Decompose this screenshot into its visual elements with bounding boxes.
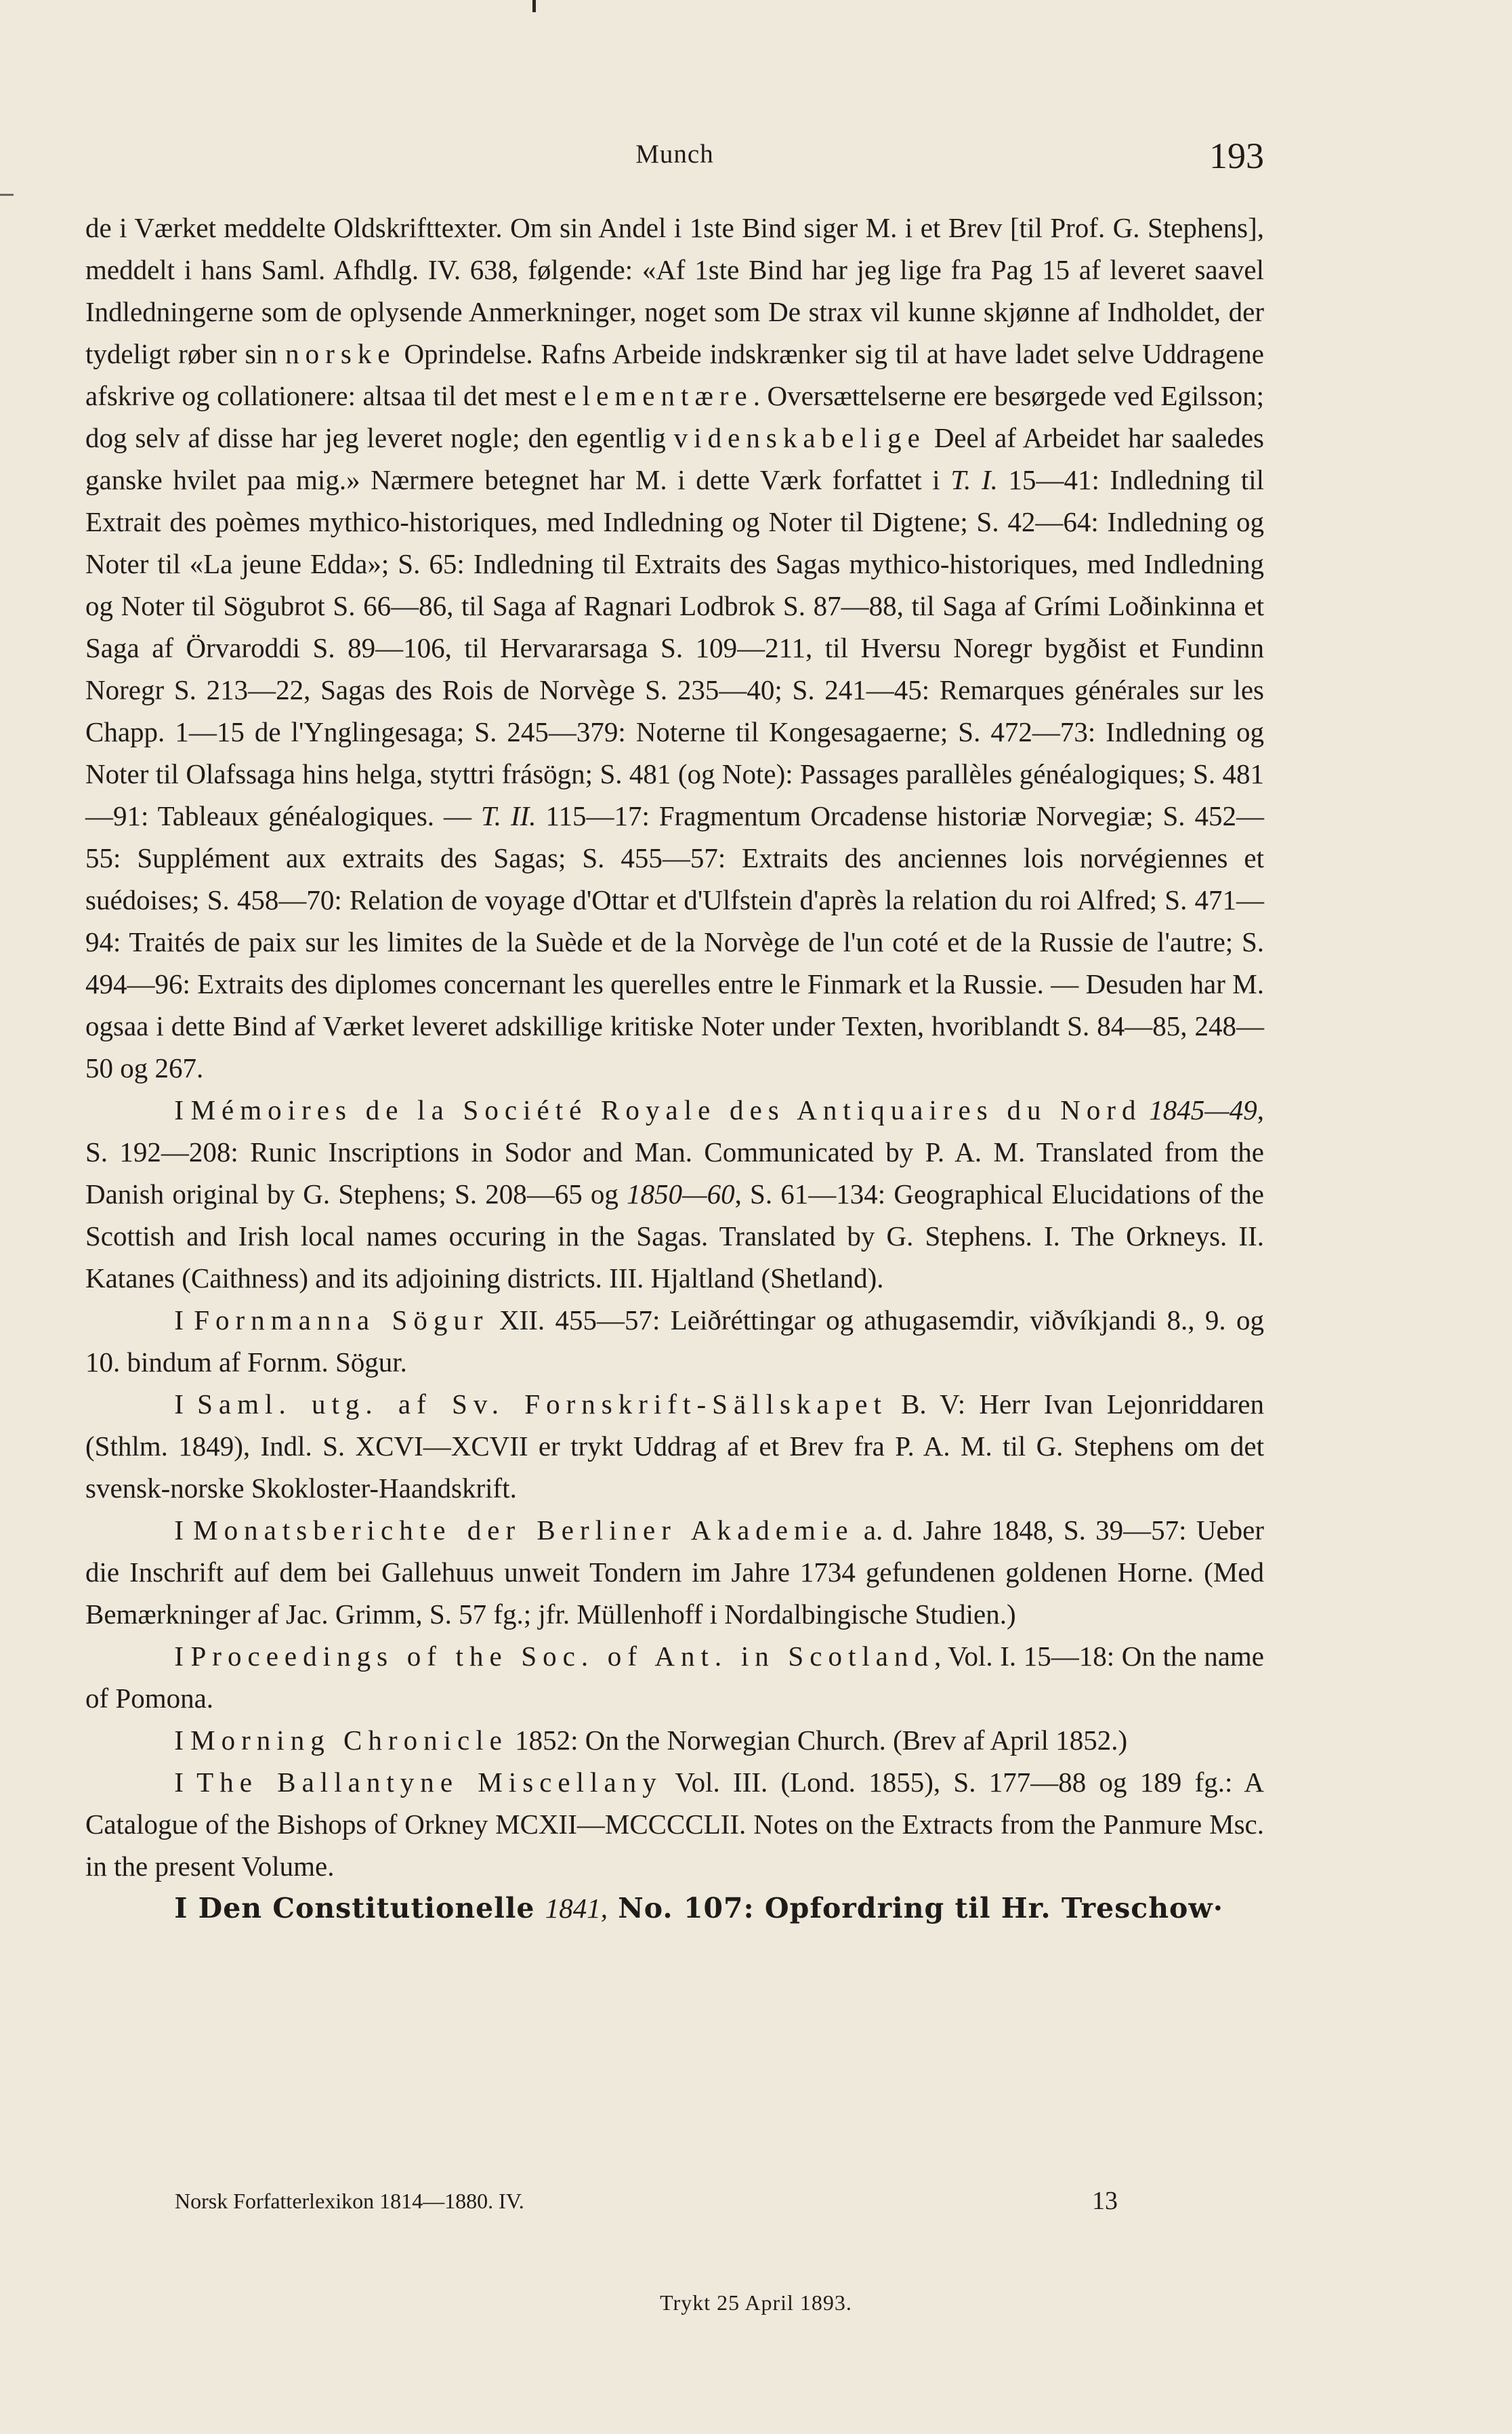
text-run: de i Værket meddelte Oldskrifttexter. Om sin Andel i 1ste Bind siger M. i et Brev [til Prof. G. Stephens], meddelt i hans Saml. Afhdlg. IV. 638, følgende: «Af 1ste Bind har jeg lige fra Pag 15 af leveret saavel Indledningerne som de oplysende Anmerkninger, noget som De strax vil kunne skjønne af Indholdet, der tydeligt røber sin: [85, 212, 1264, 369]
paragraph: [85, 1089, 1264, 1299]
paragraph: [85, 1383, 1264, 1509]
spaced-title-run: Morning Chronicle: [190, 1725, 508, 1756]
spaced-title-run: norske: [285, 338, 396, 369]
footer-volume-title: Norsk Forfatterlexikon 1814—1880. IV.: [175, 2189, 524, 2213]
spaced-title-run: Fornmanna Sögur: [194, 1304, 489, 1336]
text-run: 1852: On the Norwegian Church. (Brev af April 1852.): [507, 1725, 1128, 1756]
running-head: [85, 136, 1264, 180]
blackletter-run: No. 107: Opfordring til Hr. Treschow·: [608, 1892, 1223, 1924]
paragraph: [85, 1887, 1264, 1929]
blackletter-run: I Den Constitutionelle: [174, 1892, 545, 1924]
spaced-title-run: elementære: [564, 380, 753, 411]
text-run: I: [174, 1725, 191, 1756]
paragraph: [85, 1509, 1264, 1635]
paragraph: [85, 1299, 1264, 1383]
text-run: I: [174, 1094, 191, 1126]
page-number: 193: [1209, 136, 1264, 176]
spaced-title-run: Saml. utg. af Sv. Fornskrift-Sällskapet: [197, 1388, 887, 1420]
text-run: I: [174, 1388, 198, 1420]
text-run: 15—41: Indledning til Extrait des poèmes mythico-historiques, med Indledning og Noter til Digtene; S. 42—64: Indledning og Noter til «La jeune Edda»; S. 65: Indledning til Extraits des Sagas mythico-historiques, med Indledning og Noter til Sögubrot S. 66—86, til Saga af Ragnari Lodbrok S. 87—88, til Saga af Grími Loðinkinna et Saga af Örvaroddi S. 89—106, til Hervararsaga S. 109—211, til Hversu Noregr bygðist et Fundinn Noregr S. 213—22, Sagas des Rois de Norvège S. 235—40; S. 241—45: Remarques générales sur les Chapp. 1—15 de l'Ynglingesaga; S. 245—379: Noterne til Kongesagaerne; S. 472—73: Indledning og Noter til Olafssaga hins helga, styttri frásögn; S. 481 (og Note): Passages parallèles généalogiques; S. 481—91: Tableaux généalogiques. —: [85, 464, 1264, 831]
text-run: , Vol. I. 15—18: On the name of Pomona.: [85, 1641, 1264, 1714]
text-run: 115—17: Fragmentum Orcadense historiæ Norvegiæ; S. 452—55: Supplément aux extraits des Sagas; S. 455—57: Extraits des anciennes lois norvégiennes et suédoises; S. 458—70: Relation de voyage d'Ottar et d'Ulfstein d'après la relation du roi Alfred; S. 471—94: Traités de paix sur les limites de la Suède et de la Norvège de l'un coté et de la Russie de l'autre; S. 494—96: Extraits des diplomes concernant les querelles entre le Finmark et la Russie. — Desuden har M. ogsaa i dette Bind af Værket leveret adskillige kritiske Noter under Texten, hvoriblandt S. 84—85, 248—50 og 267.: [85, 800, 1264, 1084]
spaced-title-run: videnskabelige: [673, 422, 926, 453]
paragraph: [85, 207, 1264, 1089]
text-run: . Oversættelserne ere besørgede ved Egilsson; dog selv af disse har jeg leveret nogle; den egentlig: [85, 380, 1264, 453]
scan-speck-top: [532, 0, 536, 12]
italic-run: 1845—49: [1149, 1094, 1257, 1126]
italic-run: T. II.: [480, 800, 537, 831]
text-run: I: [174, 1514, 194, 1546]
text-run: XII. 455—57: Leiðréttingar og athugasemdir, viðvíkjandi 8., 9. og 10. bindum af Fornm. Sögur.: [85, 1304, 1265, 1378]
text-run: I: [174, 1641, 191, 1672]
text-run: B. V: Herr Ivan Lejonriddaren (Sthlm. 1849), Indl. S. XCVI—XCVII er trykt Uddrag af et Brev fra P. A. M. til G. Stephens om det svensk-norske Skokloster-Haandskrift.: [85, 1388, 1264, 1504]
text-run: I: [174, 1767, 197, 1798]
text-run: , S. 61—134: Geographical Elucidations of the Scottish and Irish local names occuring in the Sagas. Translated by G. Stephens. I. The Orkneys. II. Katanes (Caithness) and its adjoining districts. III. Hjaltland (Shetland).: [85, 1178, 1264, 1294]
text-run: a. d. Jahre 1848, S. 39—57: Ueber die Inschrift auf dem bei Gallehuus unweit Tondern im Jahre 1734 gefundenen goldenen Horne. (Med Bemærkninger af Jac. Grimm, S. 57 fg.; jfr. Müllenhoff i Nordalbingische Studien.): [85, 1514, 1265, 1630]
text-run: Oprindelse. Rafns Arbeide indskrænker sig til at have ladet selve Uddragene afskrive og collationere: altsaa til det mest: [85, 338, 1264, 411]
spaced-title-run: Proceedings of the Soc. of Ant. in Scotland: [190, 1641, 935, 1672]
paragraph: [85, 1719, 1264, 1761]
text-run: , S. 192—208: Runic Inscriptions in Sodor and Man. Communicated by P. A. M. Translated from the Danish original by G. Stephens; S. 208—65 og: [85, 1094, 1265, 1210]
italic-run: 1850—60: [627, 1178, 735, 1210]
spaced-title-run: Monatsberichte der Berliner Akademie: [193, 1514, 854, 1546]
spaced-title-run: Mémoires de la Société Royale des Antiquaires du Nord: [190, 1094, 1142, 1126]
body-text: [85, 207, 1264, 1929]
running-head-title: Munch: [635, 140, 714, 169]
footer-signature: 13: [1092, 2187, 1118, 2215]
italic-run: 1841,: [545, 1893, 608, 1924]
printed-date: Trykt 25 April 1893.: [660, 2290, 852, 2315]
text-run: [1142, 1094, 1150, 1126]
paragraph: [85, 1635, 1264, 1719]
text-run: I: [174, 1304, 194, 1336]
text-run: Deel af Arbeidet har saaledes ganske hvilet paa mig.» Nærmere betegnet har M. i dette Værk forfattet i: [85, 422, 1264, 495]
scan-mark-left-margin: [0, 194, 14, 196]
text-run: Vol. III. (Lond. 1855), S. 177—88 og 189 fg.: A Catalogue of the Bishops of Orkney MCXII—MCCCCLII. Notes on the Extracts from the Panmure Msc. in the present Volume.: [85, 1767, 1264, 1882]
spaced-title-run: The Ballantyne Miscellany: [196, 1767, 663, 1798]
italic-run: T. I.: [950, 464, 998, 495]
paragraph: [85, 1761, 1264, 1887]
